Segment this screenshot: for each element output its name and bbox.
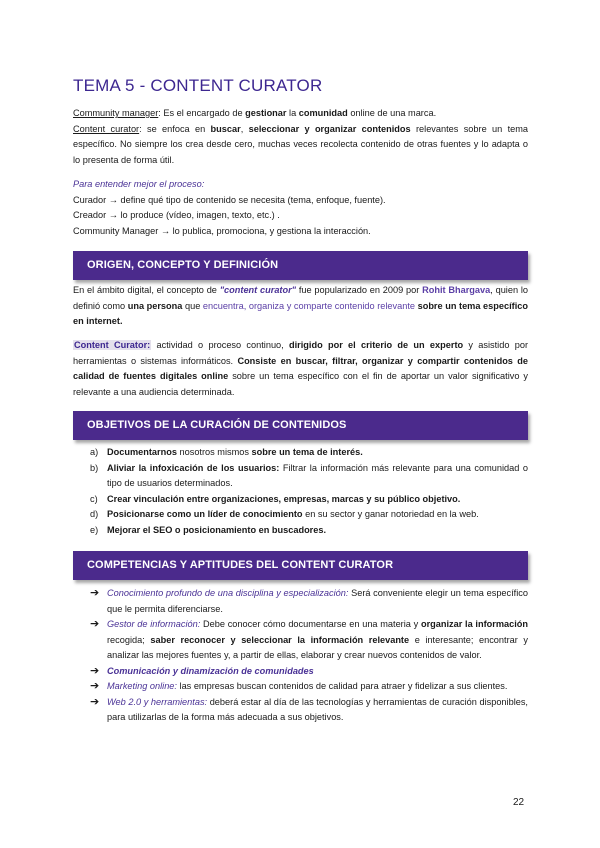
page-title: TEMA 5 - CONTENT CURATOR (73, 76, 323, 95)
list-marker: c) (90, 493, 98, 504)
cm-text-c: la (286, 108, 299, 118)
s1-text: Consiste en buscar, filtrar, organizar y compartir contenidos de calidad de fuentes digitales online (73, 355, 528, 381)
cm-text-b: gestionar (245, 108, 287, 118)
s1-text: sobre un tema específico con el fin de aportar un valor significativo y relevante a una audiencia determinada. (73, 371, 529, 397)
s1-text: que (182, 300, 203, 311)
list-item (90, 695, 528, 726)
page-number: 22 (513, 797, 525, 808)
item-bold: Mejorar el SEO o posicionamiento en buscadores. (107, 524, 327, 535)
list-item (90, 617, 528, 664)
list-item (90, 492, 528, 508)
s1-author: Rohit Bhargava (422, 285, 491, 295)
list-marker: d) (90, 509, 99, 519)
list-item (90, 586, 528, 617)
item-text: nosotros mismos (176, 447, 252, 457)
process-line: Curador → define qué tipo de contenido se necesita (tema, enfoque, fuente). (73, 194, 386, 205)
s1-text: actividad o proceso continuo, (151, 340, 289, 350)
item-text: Debe conocer cómo documentarse en una materia y (200, 619, 421, 629)
cc-term: Content curator (73, 123, 140, 134)
intro-block (73, 106, 528, 168)
cc-text-b: buscar (210, 123, 241, 134)
cc-text-d: seleccionar y organizar contenidos (248, 123, 411, 134)
cm-text-e: online de una marca. (347, 108, 437, 118)
objectives-list (90, 445, 528, 538)
item-bold: saber reconocer y seleccionar la información relevante (150, 634, 410, 645)
item-title: Web 2.0 y herramientas: (107, 696, 208, 707)
item-bold: sobre un tema de interés. (251, 447, 363, 457)
process-line: Creador → lo produce (vídeo, imagen, texto, etc.) . (73, 210, 280, 220)
s1-text: En el ámbito digital, el concepto de (73, 285, 220, 295)
section-title: OBJETIVOS DE LA CURACIÓN DE CONTENIDOS (87, 419, 347, 431)
item-text: recogida; (107, 634, 151, 645)
item-bold: organizar la información (420, 619, 528, 629)
item-text: e interesante; encontrar y analizar las mejores fuentes y, a partir de ellas, elaborar y crear nuevos contenidos de valor. (107, 634, 528, 660)
list-item (90, 461, 528, 492)
list-marker: e) (90, 524, 99, 535)
process-block (73, 177, 528, 239)
item-text: deberá estar al día de las tecnologías y herramientas de curación disponibles, para utilizarlas de la forma más adecuada a sus objetivos. (107, 696, 528, 722)
item-bold: Crear vinculación entre organizaciones, empresas, marcas y su público objetivo. (107, 493, 461, 504)
list-item (90, 664, 528, 680)
list-item (90, 523, 528, 539)
list-item (90, 507, 528, 523)
community-manager-definition (73, 106, 528, 122)
section-banner-objetivos (73, 411, 528, 440)
content-curator-definition (73, 122, 528, 169)
s1-text: fue popularizado en 2009 por (296, 285, 423, 295)
list-marker: b) (90, 462, 99, 473)
item-title: Comunicación y dinamización de comunidades (107, 665, 314, 676)
content-curator-label: Content Curator: (74, 340, 151, 350)
arrow-icon: ➔ (90, 695, 100, 708)
item-title: Conocimiento profundo de una disciplina y especialización: (107, 588, 349, 598)
list-item (90, 679, 528, 695)
list-item (90, 445, 528, 461)
s1-text: sobre un tema específico en internet. (73, 300, 528, 326)
section-banner-competencias (73, 551, 528, 580)
cc-text-a: : se enfoca en (139, 123, 211, 134)
section-banner-origen (73, 251, 528, 280)
section1-paragraph-2 (73, 338, 528, 400)
cm-text-a: : Es el encargado de (158, 108, 246, 118)
item-text: las empresas buscan contenidos de calidad para atraer y fidelizar a sus clientes. (176, 681, 508, 691)
section1-paragraph-1 (73, 283, 528, 330)
list-marker: a) (90, 447, 99, 457)
item-title: Gestor de información: (107, 619, 201, 629)
item-text: Será conveniente elegir un tema específico que le permita diferenciarse. (107, 588, 528, 614)
s1-highlight: encuentra, organiza y comparte contenido relevante (202, 300, 416, 311)
process-heading: Para entender mejor el proceso: (73, 179, 205, 189)
process-line: Community Manager → lo publica, promociona, y gestiona la interacción. (73, 225, 371, 236)
s1-text: y asistido por herramientas o sistemas informáticos. (73, 340, 528, 366)
item-title: Marketing online: (107, 681, 177, 691)
cc-text-c: , (240, 123, 249, 134)
cm-term: Community manager (73, 108, 159, 118)
section-title: COMPETENCIAS Y APTITUDES DEL CONTENT CURATOR (87, 559, 394, 571)
arrow-icon: ➔ (90, 618, 100, 630)
s1-text: dirigido por el criterio de un experto (289, 340, 464, 350)
s1-text: una persona (127, 300, 183, 311)
s1-text: , quien lo definió como (73, 285, 529, 311)
item-bold: Documentarnos (107, 447, 177, 457)
item-text: en su sector y ganar notoriedad en la web. (302, 509, 479, 519)
competencies-list (90, 586, 528, 726)
section-title: ORIGEN, CONCEPTO Y DEFINICIÓN (87, 259, 279, 271)
arrow-icon: ➔ (90, 587, 100, 599)
cc-text-e: relevantes sobre un tema específico. No siempre los crea desde cero, muchas veces recolecta contenido de otras fuentes y lo adapta o lo presenta de forma útil. (73, 123, 529, 165)
s1-text: "content curator" (219, 285, 297, 295)
item-text: Filtrar la información más relevante para una comunidad o tipo de usuarios determinados. (107, 462, 528, 488)
arrow-icon: ➔ (90, 680, 100, 692)
item-bold: Aliviar la infoxicación de los usuarios: (107, 462, 280, 473)
item-bold: Posicionarse como un líder de conocimiento (107, 509, 303, 519)
arrow-icon: ➔ (90, 664, 100, 677)
cm-text-d: comunidad (298, 108, 348, 118)
